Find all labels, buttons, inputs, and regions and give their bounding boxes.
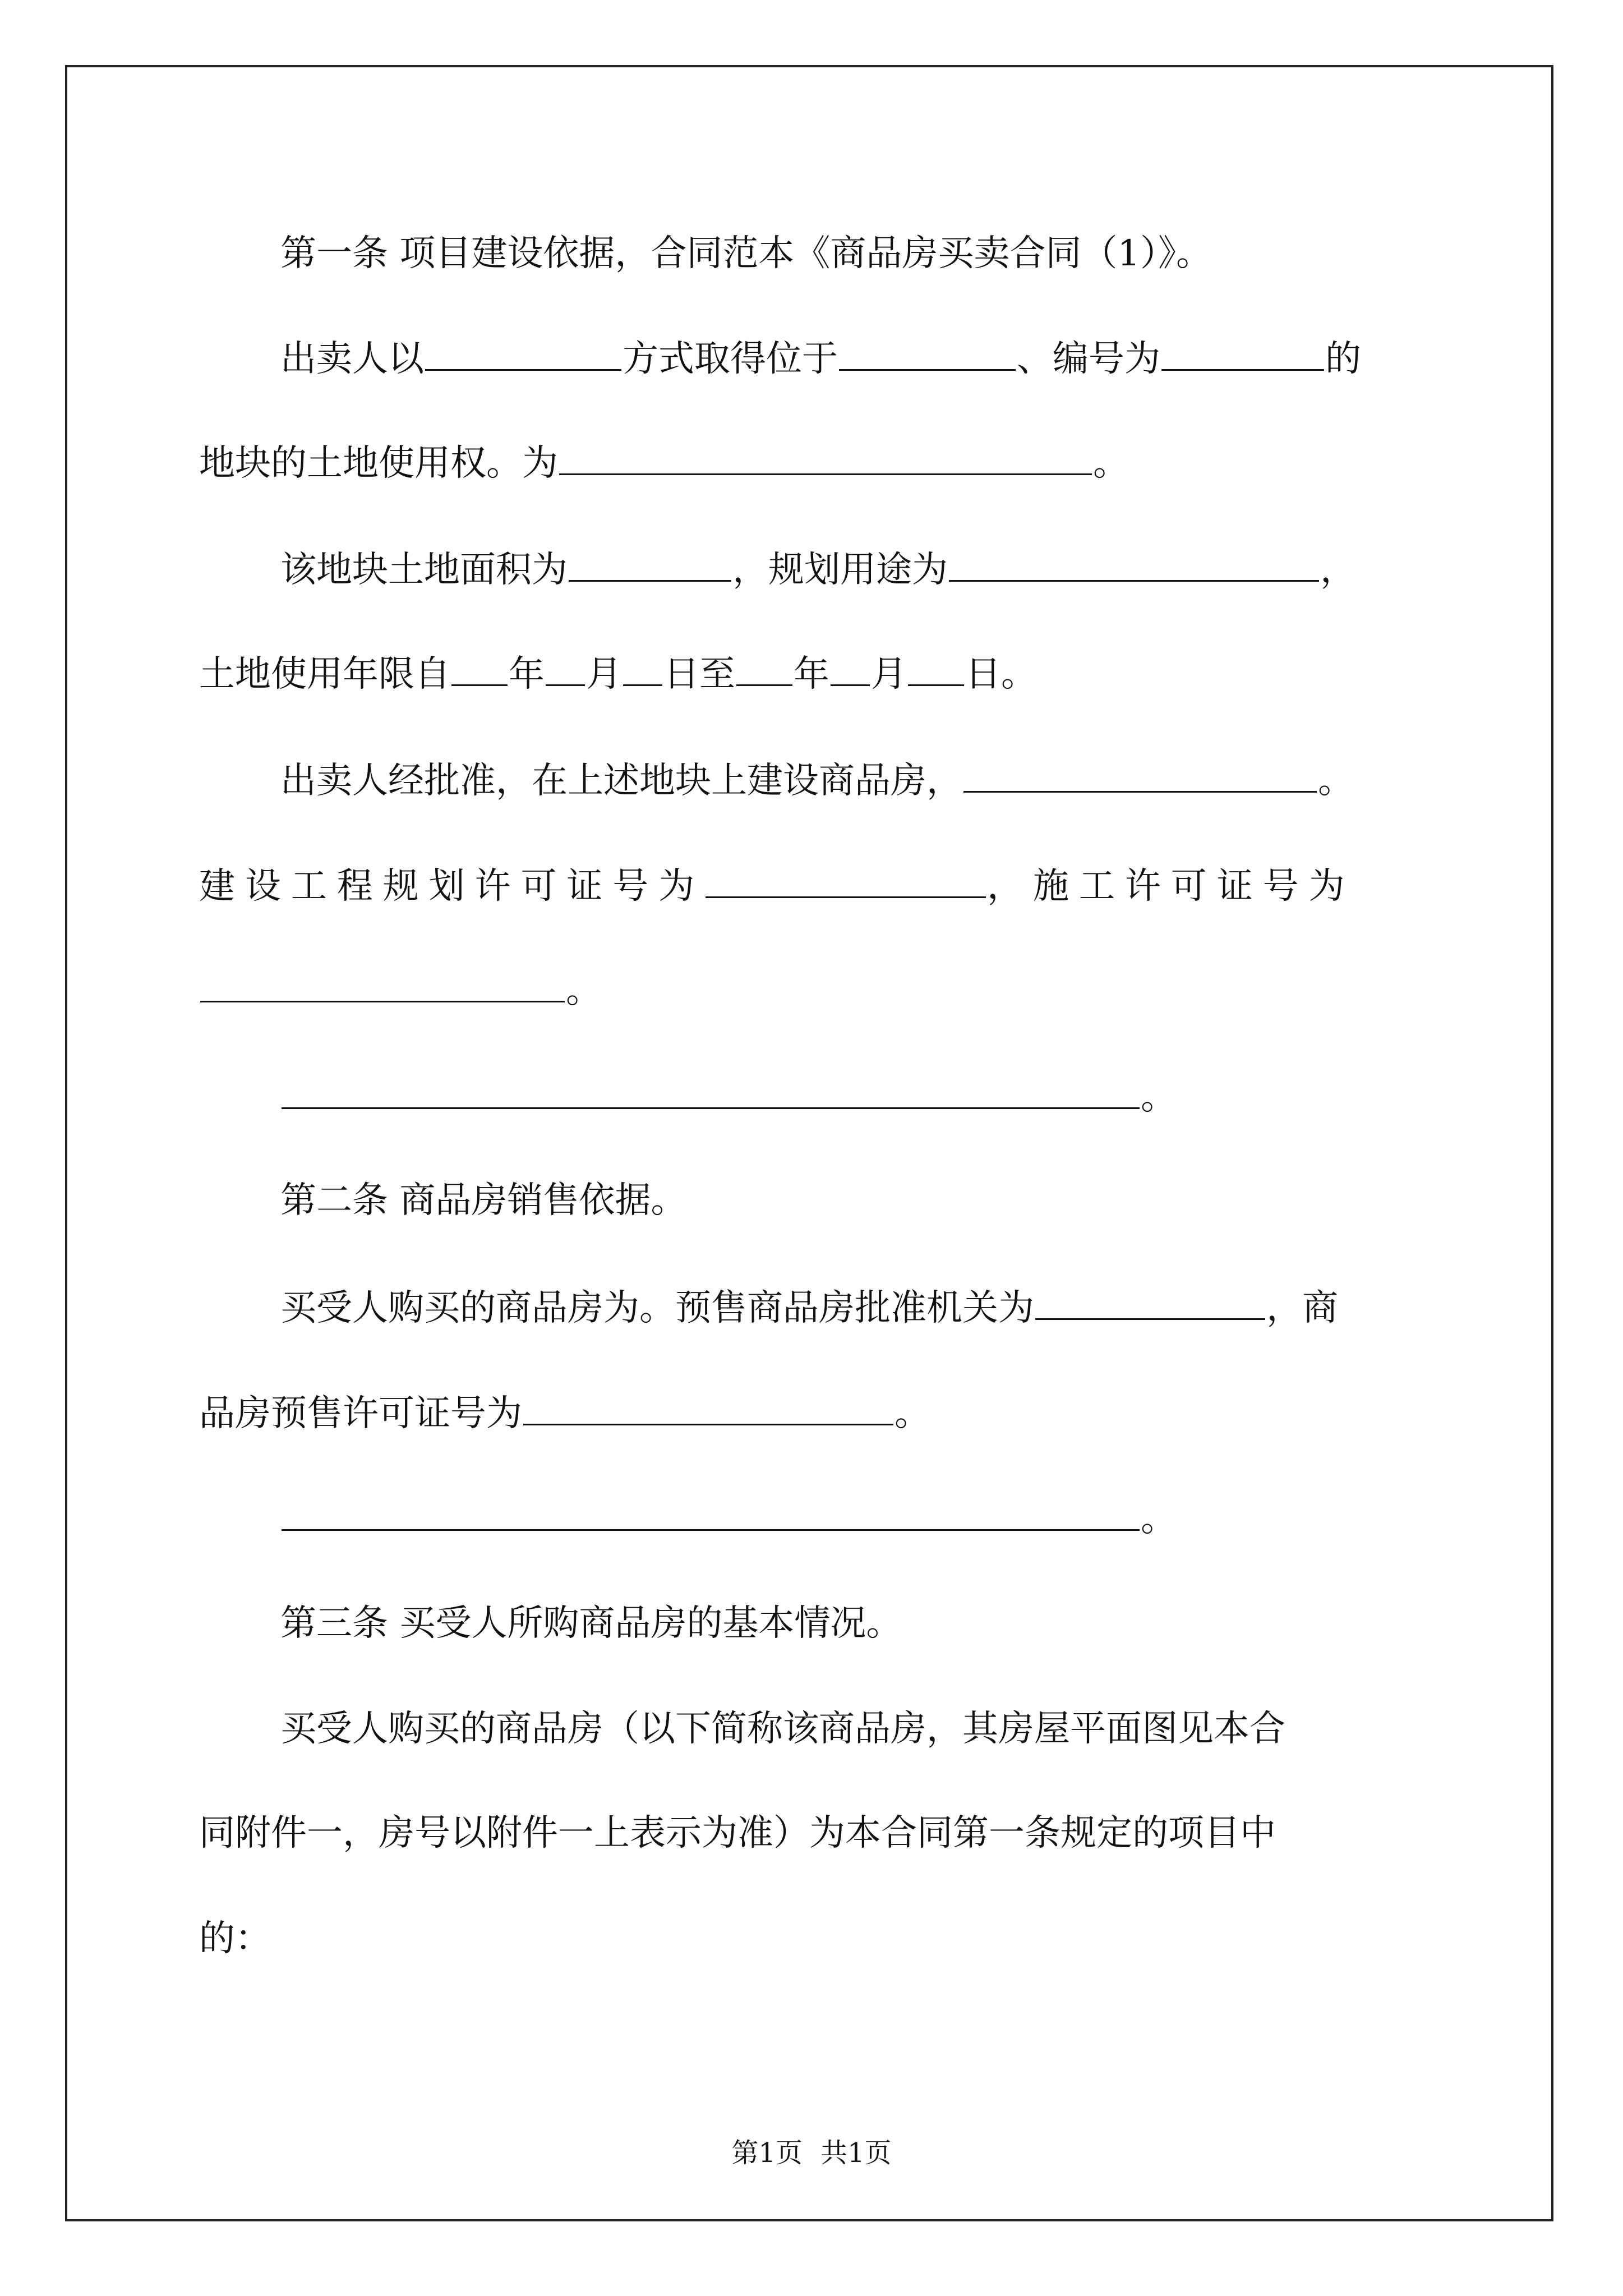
blank-field[interactable] (559, 439, 1092, 475)
page-number: 第1页 (731, 2137, 803, 2169)
article3-para1-line3: 的： (199, 1918, 271, 1959)
article1-para3-line1: 出卖人经批准，在上述地块上建设商品房， 。 (280, 756, 1354, 801)
article3-para1-line2: 同附件一，房号以附件一上表示为准）为本合同第一条规定的项目中 (199, 1812, 1276, 1854)
blank-field[interactable] (1161, 334, 1324, 371)
article3-heading: 第三条 买受人所购商品房的基本情况。 (280, 1603, 902, 1644)
blank-field[interactable] (908, 650, 964, 686)
blank-field[interactable] (706, 862, 986, 898)
blank-field[interactable] (200, 966, 565, 1002)
blank-field[interactable] (569, 545, 731, 582)
article1-para1-line1: 出卖人以 方式取得位于 、编号为 的 (280, 334, 1361, 379)
article1-para2-line1: 该地块土地面积为 ，规划用途为 ， (280, 545, 1356, 590)
article1-para2-line2: 土地使用年限自 年 月 日至 年 月 日。 (199, 650, 1037, 694)
article2-para1-line1: 买受人购买的商品房为。预售商品房批准机关为 ，商 (280, 1283, 1338, 1328)
page-border (65, 65, 1553, 2221)
blank-field[interactable] (736, 650, 792, 686)
article1-para3-line3: 。 (199, 966, 602, 1011)
page-footer (0, 2136, 1623, 2170)
blank-field[interactable] (546, 650, 585, 686)
article3-para1-line1: 买受人购买的商品房（以下简称该商品房，其房屋平面图见本合 (280, 1708, 1285, 1750)
article1-para3-line2: 建设工程规划许可证号为 ，施工许可证号为 (199, 862, 1354, 907)
blank-field[interactable] (425, 334, 621, 371)
article2-para2: 。 (280, 1494, 1177, 1539)
page-total: 共1页 (820, 2137, 892, 2169)
article1-para1-line2: 地块的土地使用权。为 。 (199, 439, 1129, 484)
blank-field[interactable] (831, 650, 870, 686)
blank-field[interactable] (963, 756, 1317, 793)
blank-field[interactable] (1035, 1283, 1265, 1320)
blank-field[interactable] (451, 650, 508, 686)
article1-para4: 。 (280, 1073, 1177, 1117)
blank-field[interactable] (623, 650, 662, 686)
article2-heading: 第二条 商品房销售依据。 (280, 1180, 687, 1221)
blank-field[interactable] (839, 334, 1016, 371)
article1-heading: 第一条 项目建设依据，合同范本《商品房买卖合同（1）》。 (280, 233, 1212, 274)
blank-field[interactable] (282, 1073, 1140, 1109)
blank-field[interactable] (949, 545, 1319, 582)
blank-field[interactable] (523, 1389, 893, 1425)
article2-para1-line2: 品房预售许可证号为 。 (199, 1389, 930, 1434)
blank-field[interactable] (282, 1494, 1140, 1531)
